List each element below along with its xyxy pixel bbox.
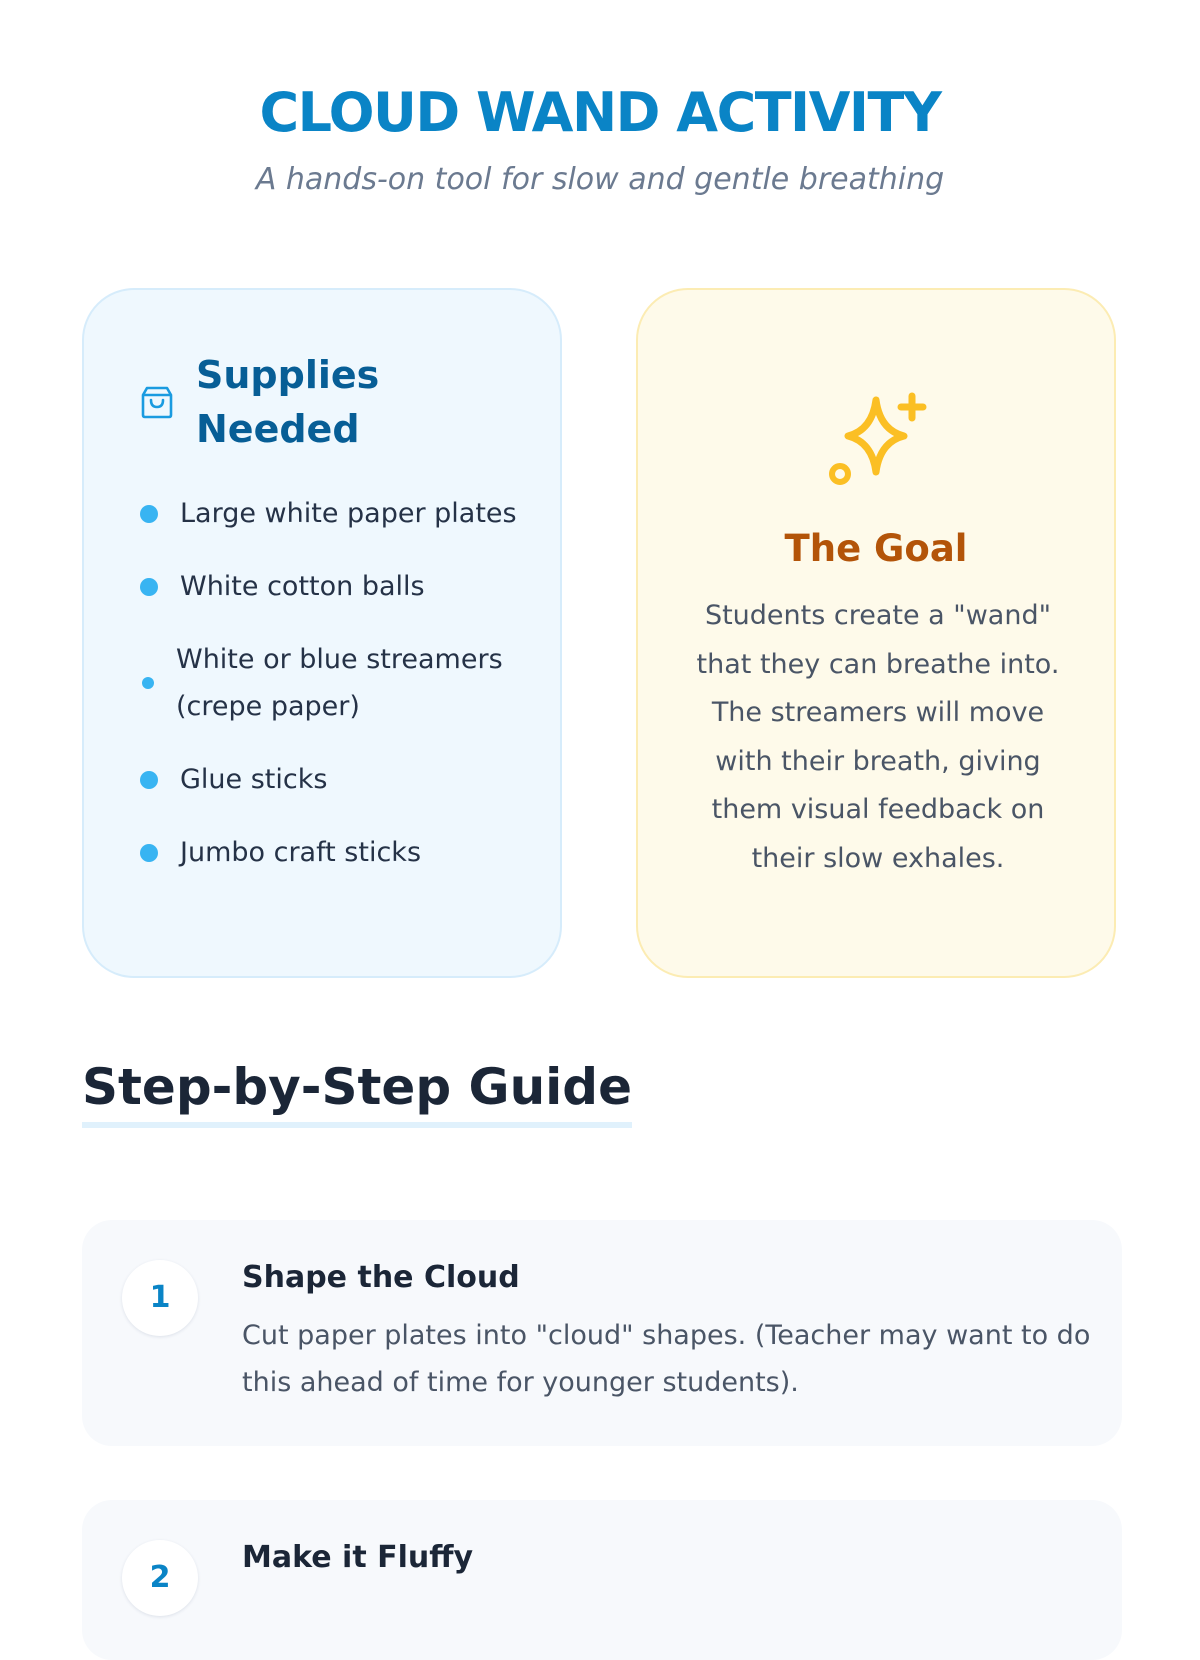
step-title: Shape the Cloud [242, 1260, 520, 1295]
supplies-list [140, 490, 520, 902]
step-number-badge: 1 [122, 1260, 198, 1336]
bullet-dot [140, 578, 158, 596]
supply-item-text: White cotton balls [180, 571, 425, 602]
sparkles-icon [826, 390, 930, 494]
step-description: Cut paper plates into "cloud" shapes. (Teacher may want to do this ahead of time for younger students). [242, 1320, 1091, 1398]
step-title: Make it Fluffy [242, 1540, 474, 1575]
bullet-dot [142, 677, 154, 689]
shopping-bag-icon [140, 384, 174, 420]
supply-item-text: Glue sticks [180, 764, 328, 795]
list-item [140, 829, 520, 876]
supplies-title: Supplies Needed [196, 353, 380, 451]
supplies-header [140, 348, 436, 456]
supply-item-text: White or blue streamers (crepe paper) [176, 644, 503, 722]
list-item [140, 756, 520, 803]
guide-title: Step-by-Step Guide [82, 1056, 632, 1128]
list-item [140, 563, 520, 610]
bullet-dot [140, 505, 158, 523]
goal-description: Students create a "wand" that they can breathe into. The streamers will move with their breath, giving them visual feedback on their slow exhales. [696, 600, 1060, 874]
supply-item-text: Jumbo craft sticks [180, 837, 422, 868]
step-card [82, 1500, 1122, 1660]
bullet-dot [140, 844, 158, 862]
goal-title: The Goal [784, 527, 968, 570]
bullet-dot [140, 771, 158, 789]
list-item [140, 636, 520, 730]
step-card [82, 1220, 1122, 1446]
page-subtitle: A hands-on tool for slow and gentle breathing [255, 162, 945, 197]
goal-card [636, 288, 1116, 978]
supplies-card [82, 288, 562, 978]
page-title: CLOUD WAND ACTIVITY [259, 81, 941, 144]
step-number-badge: 2 [122, 1540, 198, 1616]
list-item [140, 490, 520, 537]
supply-item-text: Large white paper plates [180, 498, 517, 529]
